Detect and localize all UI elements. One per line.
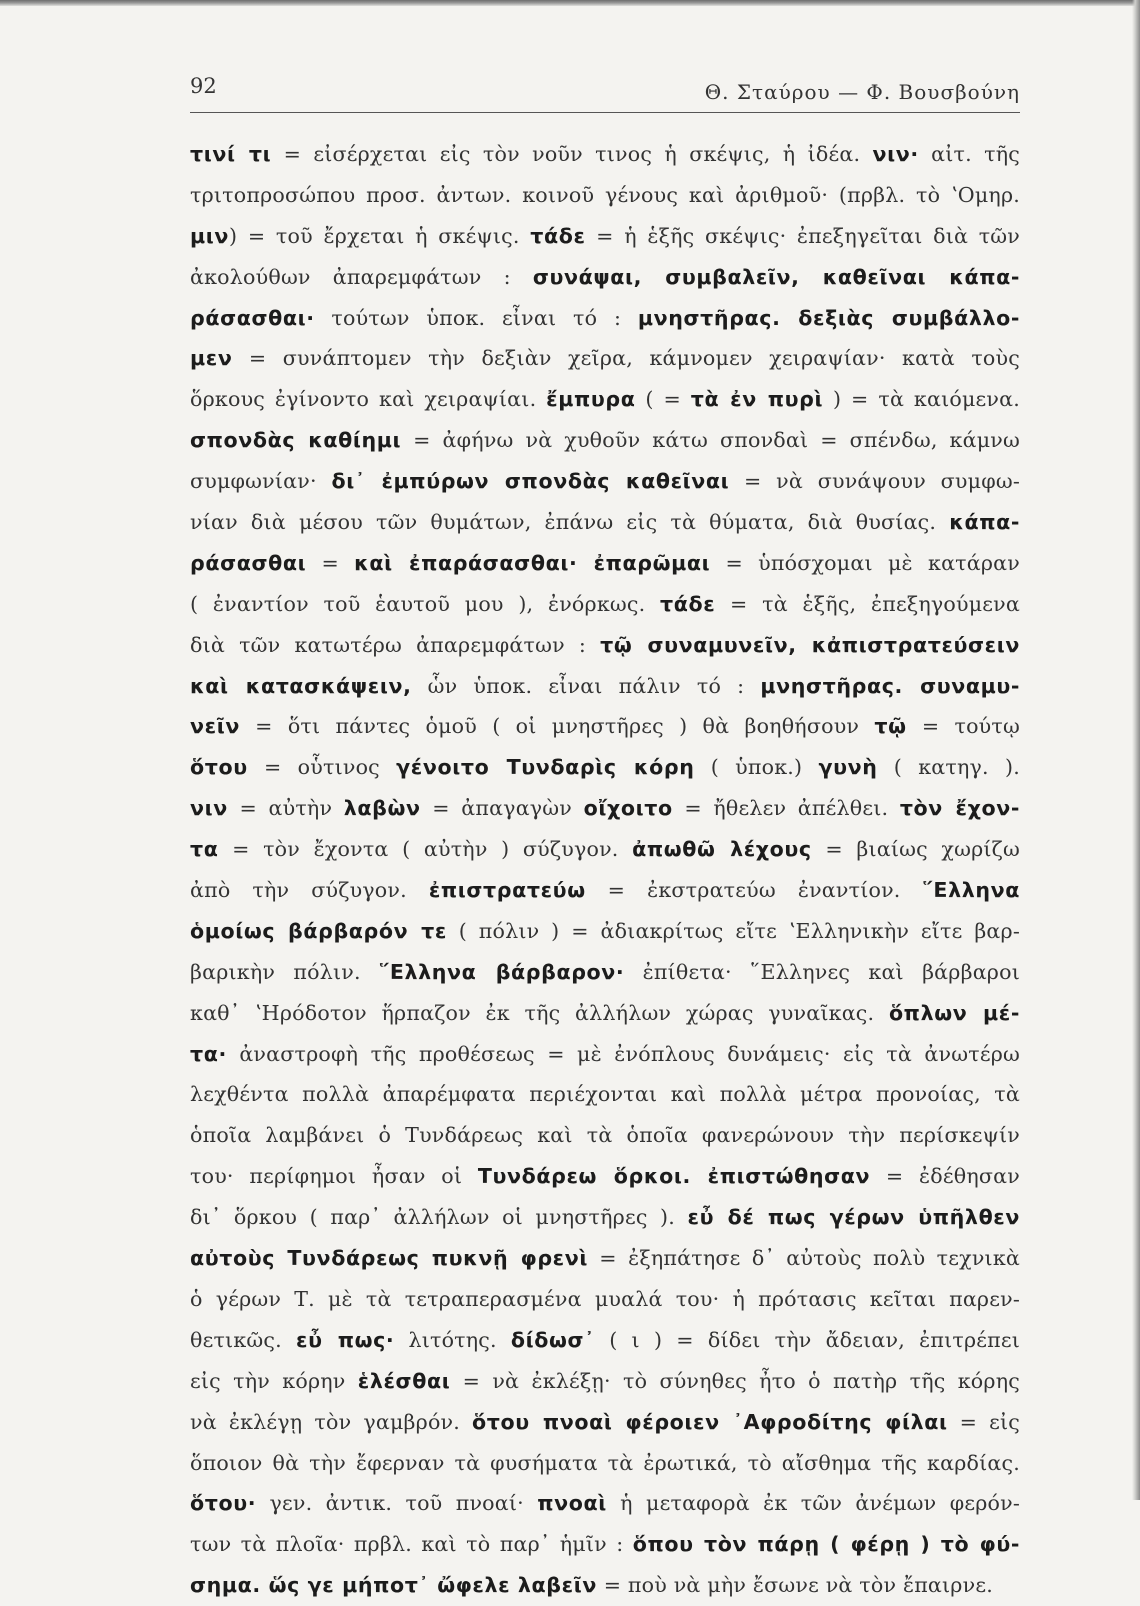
lemma-term: ὅτου <box>190 755 248 780</box>
text-line <box>190 829 1020 870</box>
gloss-text: ἡ μεταφορὰ ἐκ τῶν ἀνέμων φερόν- <box>606 1491 1020 1516</box>
lemma-term: ὁμοίως βάρβαρόν τε <box>190 918 447 943</box>
text-line <box>190 298 1020 339</box>
lemma-term: μιν <box>190 223 230 248</box>
lemma-term: τῷ <box>874 714 907 739</box>
lemma-term: καὶ ἐπαράσασθαι· ἐπαρῶμαι <box>354 550 711 575</box>
lemma-term: κάπα- <box>949 510 1020 535</box>
text-line <box>190 543 1020 584</box>
gloss-text: ( ι ) = δίδει τὴν ἄδειαν, ἐπιτρέπει <box>595 1327 1021 1352</box>
gloss-text: των τὰ πλοῖα· πρβλ. καὶ τὸ παρ᾽ ἡμῖν : <box>190 1532 633 1557</box>
gloss-text: του· περίφημοι ἦσαν οἱ <box>190 1164 478 1189</box>
gloss-text: ) = τοῦ ἔρχεται ἡ σκέψις. <box>229 223 531 248</box>
lemma-term: νιν <box>190 796 228 821</box>
gloss-text: = οὗτινος <box>247 755 397 780</box>
text-line <box>190 502 1020 543</box>
gloss-text: ἐπίθετα· ῞Ελληνες καὶ βάρβαροι <box>624 959 1020 984</box>
gloss-text: καθ᾽ ʽΗρόδοτον ἥρπαζον ἐκ τῆς ἀλλήλων χώρας γυναῖκας. <box>190 1000 889 1025</box>
gloss-text: = βιαίως χωρίζω <box>811 837 1021 862</box>
gloss-text: λεχθέντα πολλὰ ἀπαρέμφατα περιέχονται καὶ πολλὰ μέτρα προνοίας, τὰ <box>190 1082 1020 1107</box>
gloss-text: δι᾽ ὅρκου ( παρ᾽ ἀλλήλων οἱ μνηστῆρες ). <box>190 1205 688 1230</box>
text-line <box>190 1443 1020 1484</box>
gloss-text: = νὰ ἐκλέξῃ· τὸ σύνηθες ἦτο ὁ πατὴρ τῆς κόρης <box>450 1368 1020 1393</box>
text-line <box>190 1197 1020 1238</box>
gloss-text: = ἀπαγαγὼν <box>420 796 584 821</box>
gloss-text: ὁποῖα λαμβάνει ὁ Τυνδάρεως καὶ τὰ ὁποῖα φανερώνουν τὴν περίσκεψίν <box>190 1123 1020 1148</box>
lemma-term: αὐτοὺς Τυνδάρεως πυκνῇ φρενὶ <box>190 1246 588 1271</box>
text-line <box>190 706 1020 747</box>
lemma-term: ἑλέσθαι <box>357 1368 451 1393</box>
page-right-edge <box>1132 0 1140 1500</box>
lemma-term: ῞Ελληνα <box>922 878 1020 903</box>
gloss-text: ( πόλιν ) = ἀδιακρίτως εἴτε ʽΕλληνικὴν εἴτε βαρ- <box>446 918 1021 943</box>
lemma-term: τῷ συναμυνεῖν, κἀπιστρατεύσειν <box>600 632 1020 657</box>
gloss-text: συμφωνίαν· <box>190 469 332 494</box>
lemma-term: ράσασθαι <box>190 550 307 575</box>
lemma-term: τὸν ἔχον- <box>899 796 1021 821</box>
gloss-text: βαρικὴν πόλιν. <box>190 959 379 984</box>
gloss-text: = ὑπόσχομαι μὲ κατάραν <box>710 550 1021 575</box>
lemma-term: μεν <box>190 346 233 371</box>
gloss-text: εἰς τὴν κόρην <box>190 1368 358 1393</box>
gloss-text: γεν. ἀντικ. τοῦ πνοαί· <box>256 1491 538 1516</box>
gloss-text: = νὰ συνάψουν συμφω- <box>729 469 1020 494</box>
gloss-text: θετικῶς. <box>190 1327 296 1352</box>
gloss-text: = τούτῳ <box>906 714 1020 739</box>
text-line <box>190 420 1020 461</box>
lemma-term: σημα. ὥς γε μήποτ᾽ ὤφελε λαβεῖν <box>190 1573 597 1598</box>
text-line <box>190 1238 1020 1279</box>
lemma-term: δι᾽ ἐμπύρων σπονδὰς καθεῖναι <box>331 469 730 494</box>
gloss-text: = ἡ ἑξῆς σκέψις· ἐπεξηγεῖται διὰ τῶν <box>585 223 1020 248</box>
gloss-text: = <box>306 550 355 575</box>
page-header <box>190 74 1020 108</box>
lemma-term: νιν· <box>872 142 919 166</box>
text-line <box>190 1034 1020 1075</box>
gloss-text: νὰ ἐκλέγῃ τὸν γαμβρόν. <box>190 1409 473 1434</box>
gloss-text: τριτοπροσώπου προσ. ἀντων. κοινοῦ γένους καὶ ἀριθμοῦ· (πρβλ. τὸ ʽΟμηρ. <box>190 182 1020 207</box>
gloss-text: ἀναστροφὴ τῆς προθέσεως = μὲ ἐνόπλους δυνάμεις· εἰς τὰ ἀνωτέρω <box>226 1041 1020 1066</box>
gloss-text: ὅποιον θὰ τὴν ἔφερναν τὰ φυσήματα τὰ ἐρωτικά, τὸ αἴσθημα τῆς καρδίας. <box>190 1450 1020 1475</box>
text-line <box>190 379 1020 420</box>
gloss-text: ὧν ὑποκ. εἶναι πάλιν τό : <box>411 673 761 698</box>
lemma-term: ὅτου πνοαὶ φέροιεν ᾽Αφροδίτης φίλαι <box>472 1409 948 1434</box>
text-line <box>190 175 1020 216</box>
gloss-text: = τὰ ἑξῆς, ἐπεξηγούμενα <box>715 591 1021 616</box>
lemma-term: μνηστῆρας. συναμυ- <box>760 673 1021 698</box>
lemma-term: λαβὼν <box>343 796 421 821</box>
gloss-text: = εἰσέρχεται εἰς τὸν νοῦν τινος ἡ σκέψις, ἡ ἰδέα. <box>271 142 873 166</box>
gloss-text: λιτότης. <box>394 1327 511 1352</box>
text-line <box>190 338 1020 379</box>
lemma-term: συνάψαι, συμβαλεῖν, καθεῖναι κάπα- <box>532 264 1020 289</box>
lemma-term: μνηστῆρας. δεξιὰς συμβάλλο- <box>637 305 1020 330</box>
gloss-text: = ἐδέθησαν <box>870 1164 1020 1189</box>
running-head: Θ. Σταύρου — Φ. Βουσβούνη <box>704 80 1020 104</box>
lemma-term: ἔμπυρα <box>546 387 636 412</box>
gloss-text: ἀπὸ τὴν σύζυγον. <box>190 878 429 903</box>
gloss-text: διὰ τῶν κατωτέρω ἀπαρεμφάτων : <box>190 632 601 657</box>
text-line <box>190 1074 1020 1115</box>
text-line <box>190 584 1020 625</box>
commentary-text <box>190 134 1020 1606</box>
gloss-text: = ὅτι πάντες ὁμοῦ ( οἱ μνηστῆρες ) θὰ βοηθήσουν <box>239 714 875 739</box>
lemma-term: σπονδὰς καθίημι <box>190 428 402 453</box>
lemma-term: τα <box>190 837 219 862</box>
gloss-text: = ἀφήνω νὰ χυθοῦν κάτω σπονδαὶ = σπένδω, κάμνω <box>401 428 1020 453</box>
lemma-term: ἐπιστρατεύω <box>428 878 586 903</box>
gloss-text: ( ὑποκ.) <box>694 755 819 780</box>
text-line <box>190 625 1020 666</box>
text-line <box>190 870 1020 911</box>
gloss-text: τούτων ὑποκ. εἶναι τό : <box>314 305 638 330</box>
lemma-term: ὅτου· <box>190 1491 257 1516</box>
gloss-text: νίαν διὰ μέσου τῶν θυμάτων, ἐπάνω εἰς τὰ θύματα, διὰ θυσίας. <box>190 510 950 535</box>
lemma-term: τάδε <box>530 223 586 248</box>
text-line <box>190 1565 1020 1606</box>
header-rule <box>190 112 1020 113</box>
lemma-term: τα· <box>190 1041 227 1066</box>
lemma-term: Τυνδάρεω ὅρκοι. ἐπιστώθησαν <box>477 1164 871 1189</box>
lemma-term: ὅπλων μέ- <box>888 1000 1020 1025</box>
text-line <box>190 1524 1020 1565</box>
gloss-text: = συνάπτομεν τὴν δεξιὰν χεῖρα, κάμνομεν χειραψίαν· κατὰ τοὺς <box>232 346 1020 371</box>
gloss-text: = ποὺ νὰ μὴν ἔσωνε νὰ τὸν ἔπαιρνε. <box>596 1573 993 1598</box>
text-line <box>190 911 1020 952</box>
text-line <box>190 1402 1020 1443</box>
gloss-text: = ἐξηπάτησε δ᾽ αὐτοὺς πολὺ τεχνικὰ <box>587 1246 1020 1271</box>
gloss-text: = εἰς <box>947 1409 1020 1434</box>
lemma-term: ράσασθαι· <box>190 305 315 330</box>
text-line <box>190 1279 1020 1320</box>
lemma-term: τάδε <box>660 591 716 616</box>
gloss-text: = τὸν ἔχοντα ( αὐτὴν ) σύζυγον. <box>218 837 633 862</box>
gloss-text: ( κατηγ. ). <box>877 755 1020 780</box>
gloss-text: ἀκολούθων ἀπαρεμφάτων : <box>190 264 533 289</box>
gloss-text: = ἤθελεν ἀπέλθει. <box>672 796 900 821</box>
text-line <box>190 747 1020 788</box>
text-line <box>190 461 1020 502</box>
lemma-term: τινί τι <box>190 142 272 166</box>
lemma-term: τὰ ἐν πυρὶ <box>690 387 824 412</box>
gloss-text: = ἐκστρατεύω ἐναντίον. <box>585 878 923 903</box>
lemma-term: οἴχοιτο <box>583 796 673 821</box>
gloss-text: = αὐτὴν <box>227 796 344 821</box>
text-line <box>190 1320 1020 1361</box>
gloss-text: ) = τὰ καιόμενα. <box>823 387 1020 412</box>
gloss-text: ὅρκους ἐγίνοντο καὶ χειραψίαι. <box>190 387 547 412</box>
lemma-term: ἀπωθῶ λέχους <box>632 837 812 862</box>
text-line <box>190 1361 1020 1402</box>
gloss-text: ( = <box>635 387 691 412</box>
gloss-text: ὁ γέρων Τ. μὲ τὰ τετραπερασμένα μυαλά του· ἡ πρότασις κεῖται παρεν- <box>190 1286 1020 1311</box>
text-line <box>190 952 1020 993</box>
lemma-term: γένοιτο Τυνδαρὶς κόρη <box>396 755 695 780</box>
lemma-term: ὅπου τὸν πάρῃ ( φέρῃ ) τὸ φύ- <box>632 1532 1020 1557</box>
text-line <box>190 257 1020 298</box>
page-number: 92 <box>190 74 217 98</box>
gloss-text: αἰτ. τῆς <box>918 142 1020 166</box>
text-line <box>190 216 1020 257</box>
gloss-text: ( ἐναντίον τοῦ ἑαυτοῦ μου ), ἐνόρκως. <box>190 591 661 616</box>
lemma-term: εὖ πως· <box>296 1327 395 1352</box>
text-line <box>190 1483 1020 1524</box>
text-line <box>190 134 1020 175</box>
text-line <box>190 1115 1020 1156</box>
page-top-edge <box>0 0 1140 6</box>
lemma-term: γυνὴ <box>818 755 878 780</box>
lemma-term: εὖ δέ πως γέρων ὑπῆλθεν <box>687 1205 1021 1230</box>
lemma-term: πνοαὶ <box>537 1491 607 1516</box>
lemma-term: δίδωσ᾽ <box>510 1327 596 1352</box>
lemma-term: ῞Ελληνα βάρβαρον· <box>378 959 625 984</box>
text-line <box>190 788 1020 829</box>
lemma-term: νεῖν <box>190 714 240 739</box>
text-line <box>190 666 1020 707</box>
text-line <box>190 1156 1020 1197</box>
text-line <box>190 993 1020 1034</box>
lemma-term: καὶ κατασκάψειν, <box>190 673 412 698</box>
